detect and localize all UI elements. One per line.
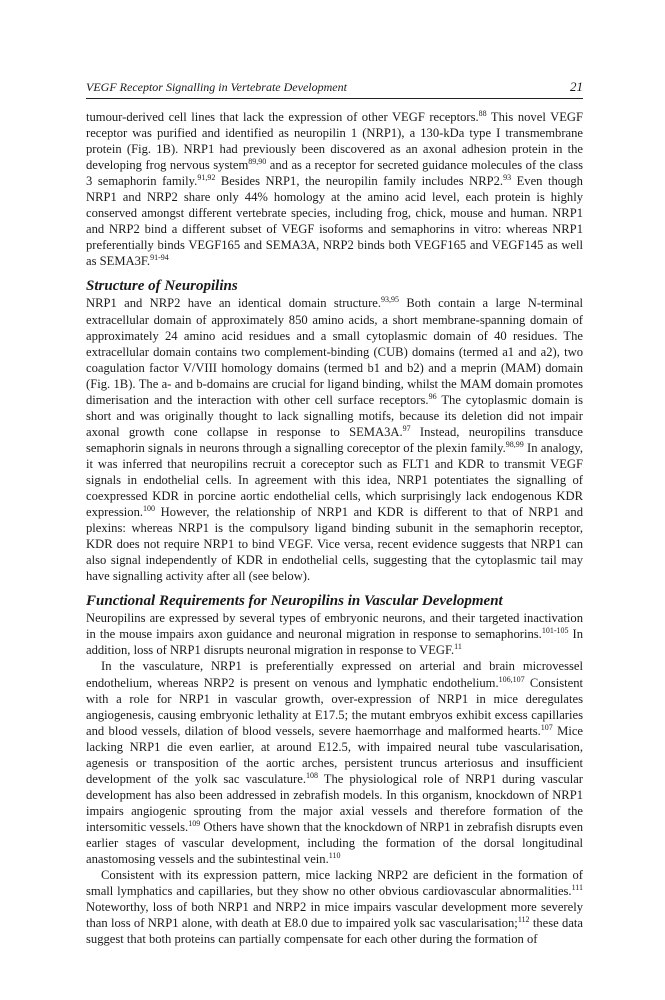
citation-superscript: 108 bbox=[305, 770, 318, 780]
paragraph bbox=[86, 610, 583, 658]
text-run: these data suggest that both proteins can partially compensate for each other during the formation of bbox=[86, 916, 583, 947]
text-run: Instead, neuropilins transduce semaphorin signals in neurons through a signalling coreceptor of the plexin family. bbox=[86, 424, 583, 455]
citation-superscript: 98,99 bbox=[505, 439, 524, 449]
text-run: and as a receptor for secreted guidance molecules of the class 3 semaphorin family. bbox=[86, 158, 584, 189]
page-number: 21 bbox=[570, 79, 583, 94]
text-run: Mice lacking NRP1 die even earlier, at around E12.5, with impaired neural tube vascularisation, agenesis or transposition of the aortic arches, persistent truncus arteriosus and insufficient development of the yolk sac vasculature. bbox=[86, 723, 583, 786]
text-run: However, the relationship of NRP1 and KDR is different to that of NRP1 and plexins: whereas NRP1 is the compulsory ligand binding subunit in the semaphorin receptor, KDR does not require NRP1 to bind VEGF. Vice versa, recent evidence suggests that NRP1 can also signal independently of KDR in endothelial cells, suggesting that the cytoplasmic tail may have signalling activity after all (see below). bbox=[86, 505, 583, 584]
citation-superscript: 101-105 bbox=[541, 626, 569, 636]
text-run: The cytoplasmic domain is short and was originally thought to lack signalling motifs, because its deletion did not impair axonal growth cone collapse in response to SEMA3A. bbox=[86, 392, 583, 439]
paragraph bbox=[86, 658, 583, 867]
text-run: In addition, loss of NRP1 disrupts neuronal migration in response to VEGF. bbox=[86, 627, 584, 658]
paragraph bbox=[86, 867, 583, 947]
citation-superscript: 97 bbox=[402, 423, 411, 433]
text-run: This novel VEGF receptor was purified and identified as neuropilin 1 (NRP1), a 130-kDa type I transmembrane protein (Fig. 1B). NRP1 had previously been discovered as an axonal adhesion protein in the developing frog nervous system bbox=[86, 110, 583, 173]
citation-superscript: 107 bbox=[540, 722, 553, 732]
text-run: Others have shown that the knockdown of NRP1 in zebrafish disrupts even earlier stages of vascular development, including the formation of the dorsal longitudinal anastomosing vessels and the subintestinal vein. bbox=[86, 819, 583, 867]
text-run: Consistent with a role for NRP1 in vascular growth, over-expression of NRP1 in mice deregulates angiogenesis, causing embryonic lethality at E17.5; the mutant embryos exhibit excess capillaries and blood vessels, dilation of blood vessels, severe haemorrhage and malformed hearts. bbox=[86, 675, 584, 738]
citation-superscript: 112 bbox=[517, 915, 530, 925]
paragraph bbox=[86, 295, 583, 584]
text-run: NRP1 and NRP2 have an identical domain structure. bbox=[86, 296, 382, 311]
text-run: tumour-derived cell lines that lack the expression of other VEGF receptors. bbox=[86, 110, 479, 124]
citation-superscript: 88 bbox=[478, 109, 487, 118]
text-run: Noteworthy, loss of both NRP1 and NRP2 in mice impairs vascular development more severely than loss of NRP1 alone, with death at E8.0 due to impaired yolk sac vascularisation; bbox=[86, 900, 583, 931]
paragraph bbox=[86, 109, 583, 269]
text-run: Besides NRP1, the neuropilin family includes NRP2. bbox=[215, 174, 504, 189]
text-run: Consistent with its expression pattern, mice lacking NRP2 are deficient in the formation of small lymphatics and capillaries, but they show no other obvious cardiovascular abnormalities. bbox=[86, 868, 583, 899]
text-run: In the vasculature, NRP1 is preferentially expressed on arterial and brain microvessel endothelium, whereas NRP2 is present on venous and lymphatic endothelium. bbox=[86, 659, 583, 690]
running-head bbox=[86, 79, 583, 95]
section-heading: Structure of Neuropilins bbox=[86, 278, 238, 295]
text-run: Both contain a large N-terminal extracellular domain of approximately 850 amino acids, a short membrane-spanning domain of approximately 24 amino acid residues and a small cytoplasmic domain of 40 residues. The extracellular domain contains two complement-binding (CUB) domains (termed a1 and a2), two coagulation factor V/VIII homology domains (termed b1 and b2) and a meprin (MAM) domain (Fig. 1B). The a- and b-domains are crucial for ligand binding, whilst the MAM domain promotes dimerisation and the interaction with other cell surface receptors. bbox=[86, 296, 583, 407]
citation-superscript: 93,95 bbox=[381, 295, 400, 305]
text-run: Neuropilins are expressed by several types of embryonic neurons, and their targeted inactivation in the mouse impairs axon guidance and neuronal migration in response to semaphorins. bbox=[86, 611, 583, 642]
citation-superscript: 11 bbox=[454, 642, 462, 652]
text-run: Even though NRP1 and NRP2 share only 44% homology at the amino acid level, each protein is highly conserved amongst different vertebrate species, including frog, chick, mouse and human. NRP1 and NRP2 bind a different subset of VEGF isoforms and semaphorins in vitro: whereas NRP1 preferentially binds VEGF165 and SEMA3A, NRP2 binds both VEGF165 and VEGF145 as well as SEMA3F. bbox=[86, 174, 583, 269]
citation-superscript: 106,107 bbox=[498, 674, 525, 684]
citation-superscript: 100 bbox=[143, 504, 156, 514]
text-run: The physiological role of NRP1 during vascular development has also been addressed in zebrafish models. In this organism, knockdown of NRP1 impairs angiogenic sprouting from the major axial vessels and therefore formation of the intersomitic vessels. bbox=[86, 771, 583, 834]
citation-superscript: 93 bbox=[503, 173, 512, 183]
text-run: In analogy, it was inferred that neuropilins recruit a coreceptor such as FLT1 and KDR to transmit VEGF signals in endothelial cells. In agreement with this idea, NRP1 potentiates the signalling of coexpressed KDR in porcine aortic endothelial cells, which surprisingly lack endogenous KDR expression. bbox=[86, 440, 583, 520]
citation-superscript: 91-94 bbox=[150, 253, 169, 263]
section-heading: Functional Requirements for Neuropilins in Vascular Development bbox=[86, 593, 503, 610]
citation-superscript: 96 bbox=[428, 391, 437, 401]
header-rule bbox=[86, 98, 583, 99]
citation-superscript: 110 bbox=[328, 851, 341, 861]
running-title: VEGF Receptor Signalling in Vertebrate Development bbox=[86, 80, 347, 94]
citation-superscript: 91,92 bbox=[197, 173, 216, 183]
citation-superscript: 109 bbox=[188, 818, 201, 828]
citation-superscript: 111 bbox=[571, 883, 583, 893]
body-text bbox=[86, 109, 583, 947]
citation-superscript: 89,90 bbox=[248, 157, 267, 167]
